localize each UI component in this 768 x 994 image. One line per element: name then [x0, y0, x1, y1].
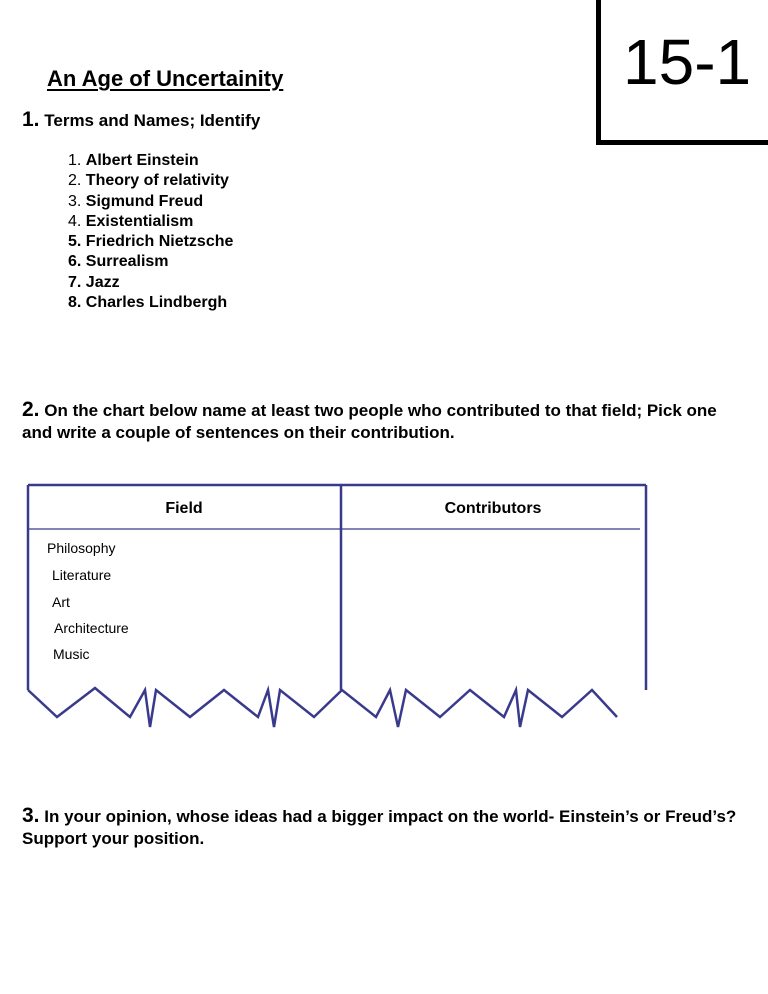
term-text: Existentialism: [85, 212, 194, 230]
term-number: 1.: [68, 152, 82, 169]
field-row-literature: Literature: [52, 567, 112, 583]
section-1-text: Terms and Names; Identify: [44, 111, 261, 130]
section-2-number: 2.: [22, 398, 40, 421]
term-number: 5.: [68, 233, 82, 251]
chart-torn-edge: [28, 688, 617, 727]
term-text: Jazz: [85, 273, 120, 291]
unit-number: 15-1: [623, 26, 752, 98]
section-3-number: 3.: [22, 804, 40, 827]
page-title: An Age of Uncertainity: [47, 66, 284, 91]
field-row-philosophy: Philosophy: [47, 540, 116, 556]
term-text: Charles Lindbergh: [85, 294, 228, 312]
field-row-architecture: Architecture: [54, 620, 129, 636]
term-text: Surrealism: [85, 253, 169, 271]
term-number: 2.: [68, 172, 82, 190]
term-text: Friedrich Nietzsche: [85, 233, 234, 251]
contributors-column-header: Contributors: [444, 500, 542, 517]
section-2-text: On the chart below name at least two people who contributed to that field; Pick one and write a couple of sentences on their contribution.: [22, 401, 717, 442]
term-number: 4.: [68, 212, 82, 230]
term-number: 7.: [68, 273, 82, 291]
field-row-music: Music: [53, 646, 90, 662]
section-1-number: 1.: [22, 108, 40, 131]
term-number: 8.: [68, 294, 82, 312]
field-column-header: Field: [165, 500, 203, 517]
term-number: 3.: [68, 192, 82, 210]
term-text: Sigmund Freud: [85, 192, 204, 210]
term-number: 6.: [68, 253, 82, 271]
section-3-heading: [22, 805, 742, 850]
term-text: Albert Einstein: [85, 152, 199, 169]
section-3-text: In your opinion, whose ideas had a bigger impact on the world- Einstein’s or Freud’s? Support your position.: [22, 807, 737, 848]
term-text: Theory of relativity: [85, 172, 229, 190]
field-row-art: Art: [52, 594, 70, 610]
